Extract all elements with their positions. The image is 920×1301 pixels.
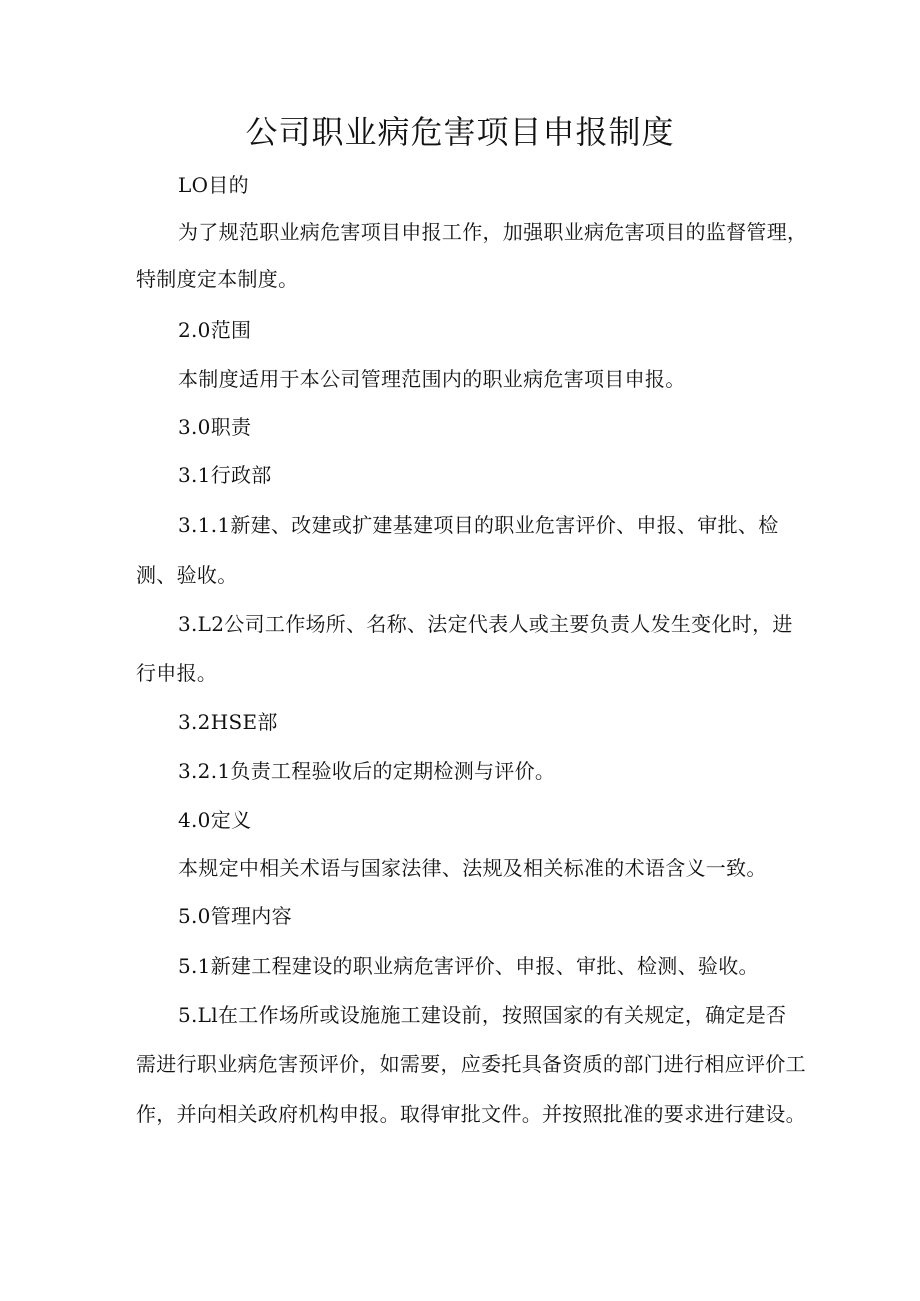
paragraph-line: 3.2.1负责工程验收后的定期检测与评价。	[178, 759, 556, 783]
subsection-heading: 3.1行政部	[178, 463, 272, 487]
paragraph-line: 5.Ll在工作场所或设施施工建设前，按照国家的有关规定，确定是否	[178, 1003, 787, 1027]
paragraph-line: 行申报。	[136, 661, 218, 685]
section-heading-definition: 4.0定义	[178, 808, 252, 832]
paragraph-line: 3.1.1新建、改建或扩建基建项目的职业危害评价、申报、审批、检	[178, 513, 779, 537]
subsection-heading: 5.1新建工程建设的职业病危害评价、申报、审批、检测、验收。	[178, 954, 759, 978]
paragraph-line: 测、验收。	[136, 563, 238, 587]
section-heading-purpose: LO目的	[178, 173, 249, 197]
paragraph-line: 需进行职业病危害预评价，如需要，应委托具备资质的部门进行相应评价工	[136, 1052, 806, 1076]
subsection-heading: 3.2HSE部	[178, 710, 278, 734]
paragraph-line: 作，并向相关政府机构申报。取得审批文件。并按照批准的要求进行建设。	[136, 1102, 806, 1126]
paragraph-line: 3.L2公司工作场所、名称、法定代表人或主要负责人发生变化时，进	[178, 612, 793, 636]
paragraph-line: 本规定中相关术语与国家法律、法规及相关标准的术语含义一致。	[178, 856, 767, 880]
paragraph-line: 为了规范职业病危害项目申报工作，加强职业病危害项目的监督管理，	[178, 220, 808, 244]
section-heading-duties: 3.0职责	[178, 415, 252, 439]
paragraph-line: 特制度定本制度。	[136, 267, 299, 291]
section-heading-management: 5.0管理内容	[178, 904, 292, 928]
document-title: 公司职业病危害项目申报制度	[245, 113, 675, 151]
paragraph-line: 本制度适用于本公司管理范围内的职业病危害项目申报。	[178, 367, 686, 391]
section-heading-scope: 2.0范围	[178, 318, 252, 342]
